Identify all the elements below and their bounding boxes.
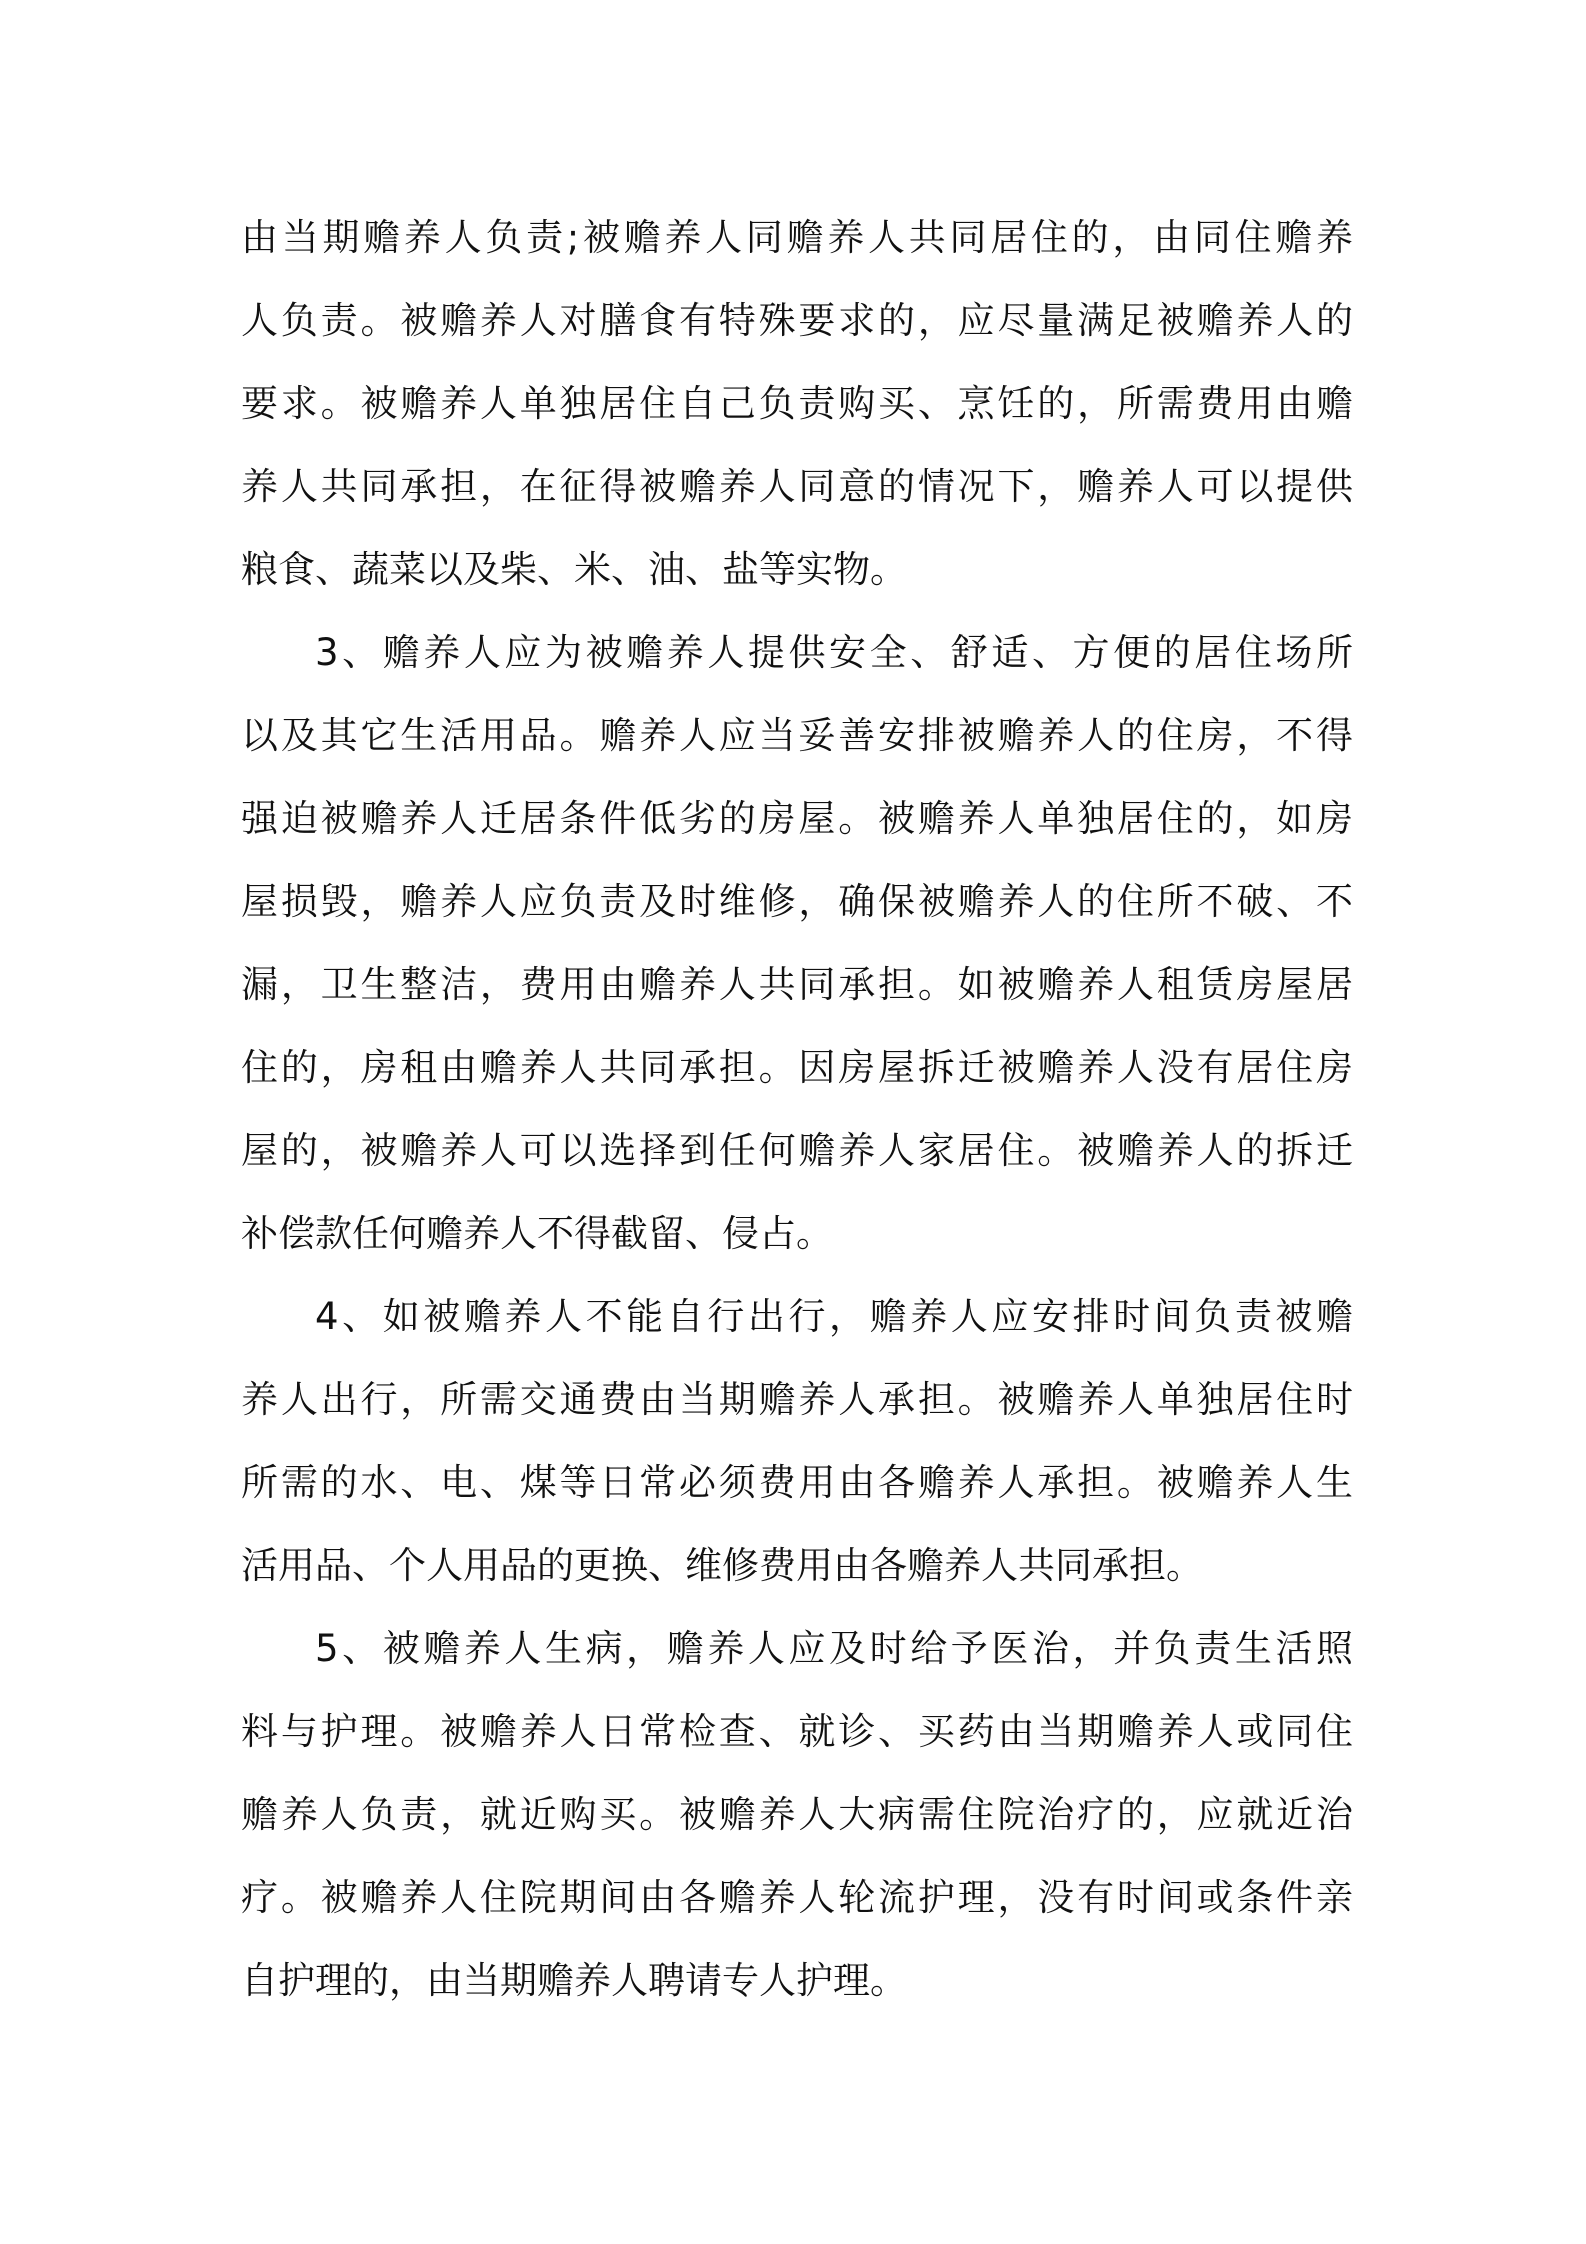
text-line: 料与护理。被赡养人日常检查、就诊、买药由当期赡养人或同住 [241,1710,1353,1753]
text-line: 屋的，被赡养人可以选择到任何赡养人家居住。被赡养人的拆迁 [241,1129,1353,1172]
text-line: 由当期赡养人负责;被赡养人同赡养人共同居住的，由同住赡养 [241,216,1353,259]
text-line: 养人共同承担，在征得被赡养人同意的情况下，赡养人可以提供 [241,465,1353,508]
text-line: 疗。被赡养人住院期间由各赡养人轮流护理，没有时间或条件亲 [241,1876,1353,1919]
text-line: 要求。被赡养人单独居住自己负责购买、烹饪的，所需费用由赡 [241,382,1353,425]
text-line: 强迫被赡养人迁居条件低劣的房屋。被赡养人单独居住的，如房 [241,797,1353,840]
text-line: 赡养人负责，就近购买。被赡养人大病需住院治疗的，应就近治 [241,1793,1353,1836]
text-line: 养人出行，所需交通费由当期赡养人承担。被赡养人单独居住时 [241,1378,1353,1421]
text-line: 所需的水、电、煤等日常必须费用由各赡养人承担。被赡养人生 [241,1461,1353,1504]
text-line: 补偿款任何赡养人不得截留、侵占。 [241,1212,833,1255]
text-line: 住的，房租由赡养人共同承担。因房屋拆迁被赡养人没有居住房 [241,1046,1353,1089]
text-line: 人负责。被赡养人对膳食有特殊要求的，应尽量满足被赡养人的 [241,299,1353,342]
paragraph-5-first-line: 5、被赡养人生病，赡养人应及时给予医治，并负责生活照 [315,1627,1353,1670]
text-line: 屋损毁，赡养人应负责及时维修，确保被赡养人的住所不破、不 [241,880,1353,923]
paragraph-4-first-line: 4、如被赡养人不能自行出行，赡养人应安排时间负责被赡 [315,1295,1353,1338]
text-line: 活用品、个人用品的更换、维修费用由各赡养人共同承担。 [241,1544,1203,1587]
text-line: 以及其它生活用品。赡养人应当妥善安排被赡养人的住房，不得 [241,714,1353,757]
body-text [241,196,1353,2022]
text-line: 粮食、蔬菜以及柴、米、油、盐等实物。 [241,548,907,591]
text-line: 漏，卫生整洁，费用由赡养人共同承担。如被赡养人租赁房屋居 [241,963,1353,1006]
text-line: 自护理的，由当期赡养人聘请专人护理。 [241,1959,907,2002]
paragraph-3-first-line: 3、赡养人应为被赡养人提供安全、舒适、方便的居住场所 [315,631,1353,674]
